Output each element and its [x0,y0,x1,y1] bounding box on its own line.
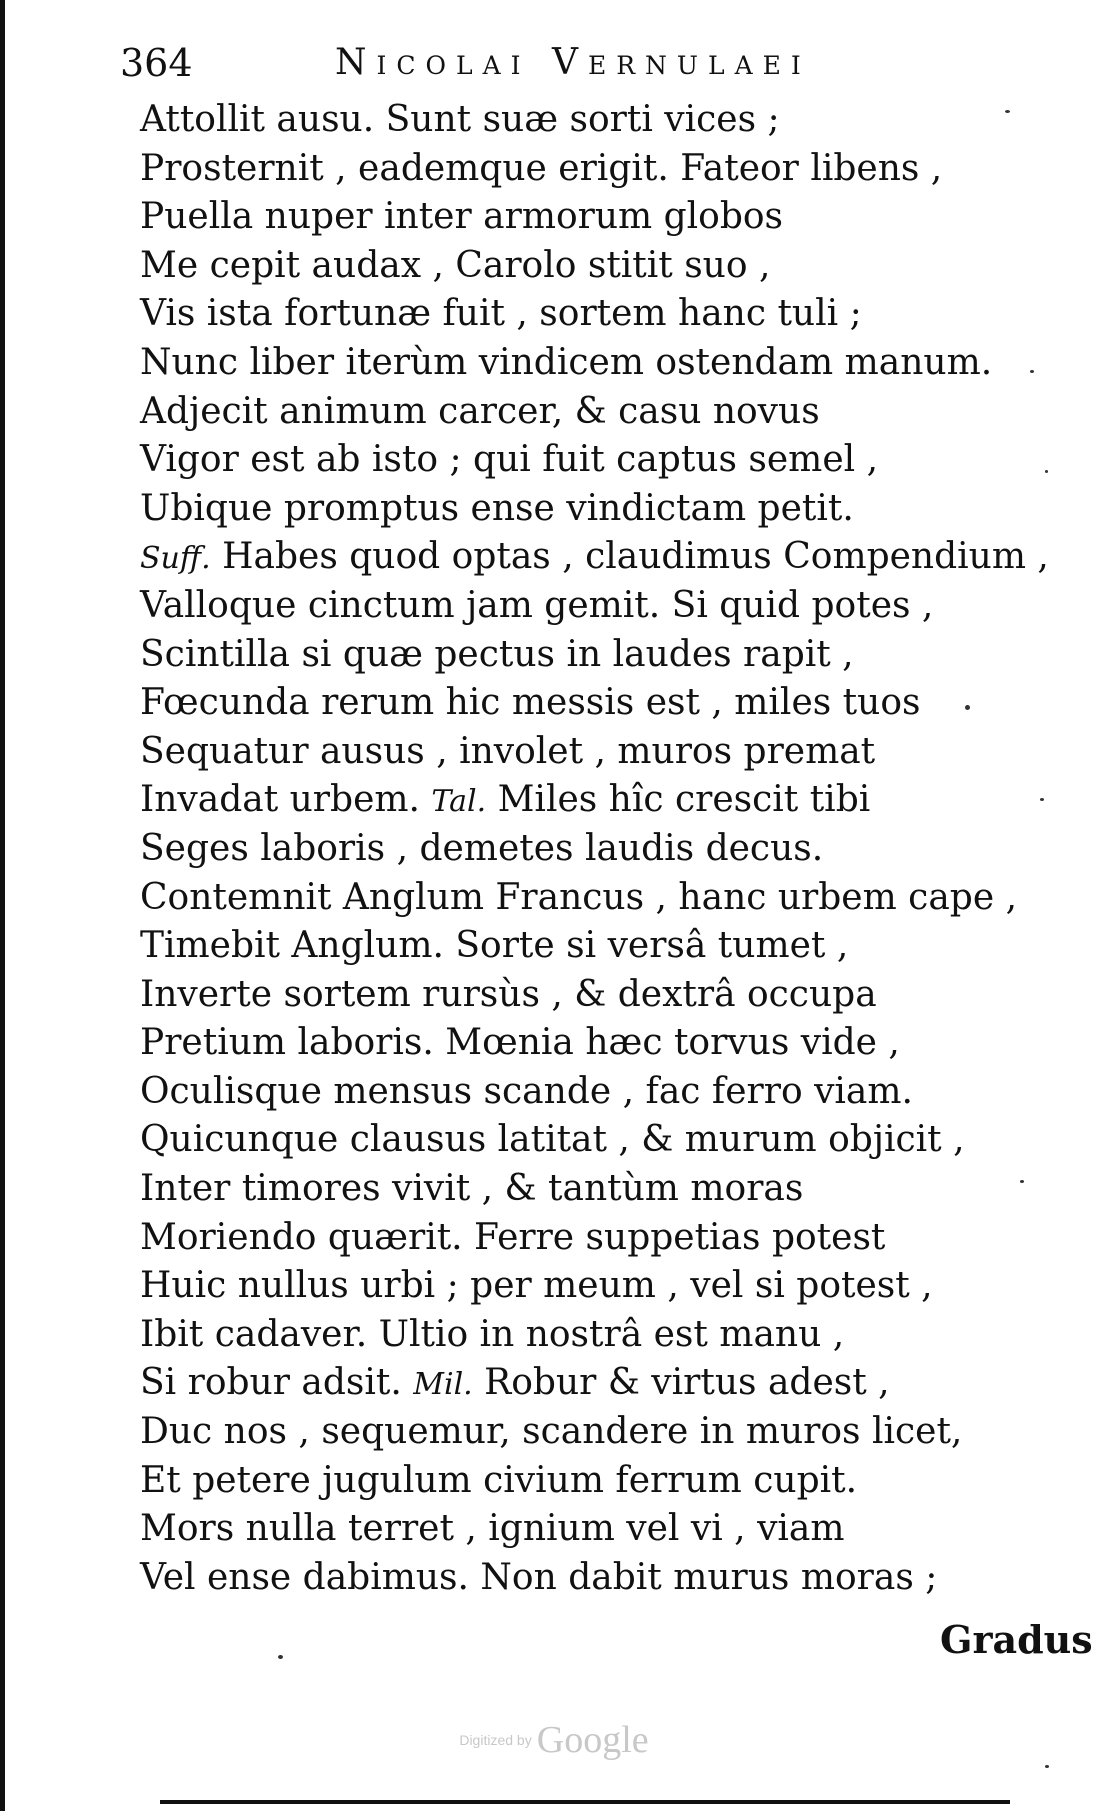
verse-line-text: Huic nullus urbi ; per meum , vel si potest , [140,1265,933,1307]
verse-line-text: Nunc liber iterùm vindicem ostendam manum. [140,341,993,383]
verse-line-text: Quicunque clausus latitat , & murum objicit , [140,1119,965,1161]
verse-line-text: Inter timores vivit , & tantùm moras [140,1168,804,1210]
verse-line-text: Timebit Anglum. Sorte si versâ tumet , [140,925,849,967]
verse-line-text: Ubique promptus ense vindictam petit. [140,487,854,529]
verse-line-text: Vis ista fortunæ fuit , sortem hanc tuli ; [140,293,862,335]
verse-line-text: Contemnit Anglum Francus , hanc urbem cape , [140,876,1018,918]
verse-body [140,96,1080,1602]
verse-line-text: Invadat urbem. [140,779,420,821]
page-edge-shadow [0,0,5,1811]
ink-speck [1030,370,1034,373]
verse-line [140,582,1080,631]
verse-line [140,1408,1080,1457]
verse-line [140,728,1080,777]
verse-line-text: Fœcunda rerum hic messis est , miles tuos [140,682,921,724]
verse-line [140,242,1080,291]
verse-line-text: Me cepit audax , Carolo stitit suo , [140,244,771,286]
ink-speck [1005,110,1010,113]
digitization-watermark [0,1718,1108,1762]
verse-line [140,1311,1080,1360]
speaker-label: Suff. [140,541,211,577]
running-head: Nicolai Vernulaei [335,42,811,83]
verse-line [140,388,1080,437]
catchword: Gradus [940,1617,1093,1662]
verse-line [140,825,1080,874]
verse-line [140,971,1080,1020]
verse-line-text: Pretium laboris. Mœnia hæc torvus vide , [140,1022,900,1064]
verse-line-text: Moriendo quærit. Ferre suppetias potest [140,1216,886,1258]
verse-line [140,96,1080,145]
verse-line-text: Sequatur ausus , involet , muros premat [140,730,876,772]
verse-line [140,1019,1080,1068]
ink-speck [1045,1765,1049,1768]
verse-line-text: Inverte sortem rursùs , & dextrâ occupa [140,973,877,1015]
speaker-label: Mil. [413,1367,473,1403]
verse-line [140,1262,1080,1311]
verse-line-text: Ibit cadaver. Ultio in nostrâ est manu , [140,1313,845,1355]
verse-line [140,436,1080,485]
verse-line [140,1359,1080,1408]
verse-line-text: Vel ense dabimus. Non dabit murus moras ; [140,1556,938,1598]
verse-line [140,1505,1080,1554]
ink-speck [278,1655,283,1659]
verse-line [140,874,1080,923]
verse-line [140,1165,1080,1214]
verse-line-text: Miles hîc crescit tibi [497,779,871,821]
verse-line-text: Duc nos , sequemur, scandere in muros licet, [140,1411,963,1453]
verse-line-text: Adjecit animum carcer, & casu novus [140,390,820,432]
verse-line-text: Prosternit , eademque erigit. Fateor libens , [140,147,943,189]
page-number: 364 [120,41,193,85]
verse-line [140,922,1080,971]
ink-speck [1040,798,1044,801]
verse-line [140,533,1080,582]
verse-line [140,485,1080,534]
verse-line-text: Vigor est ab isto ; qui fuit captus semel , [140,439,879,481]
ink-speck [965,705,970,710]
verse-line-text: Habes quod optas , claudimus Compendium , [222,536,1049,578]
digitized-label: Digitized by [459,1732,532,1748]
ink-speck [1045,470,1048,473]
verse-line [140,1068,1080,1117]
verse-line-text: Robur & virtus adest , [484,1362,890,1404]
verse-line [140,631,1080,680]
verse-line [140,776,1080,825]
verse-line-text: Puella nuper inter armorum globos [140,196,784,238]
verse-line-text: Scintilla si quæ pectus in laudes rapit , [140,633,854,675]
digitized-brand: Google [536,1719,649,1761]
verse-line-text: Mors nulla terret , ignium vel vi , viam [140,1508,845,1550]
verse-line-text: Attollit ausu. Sunt suæ sorti vices ; [140,99,780,140]
verse-line-text: Seges laboris , demetes laudis decus. [140,827,824,869]
speaker-label: Tal. [431,784,487,820]
verse-line [140,1554,1080,1603]
verse-line [140,1457,1080,1506]
verse-line [140,290,1080,339]
verse-line [140,1214,1080,1263]
verse-line-text: Oculisque mensus scande , fac ferro viam. [140,1070,913,1112]
verse-line [140,339,1080,388]
verse-line-text: Valloque cinctum jam gemit. Si quid potes , [140,584,934,626]
verse-line [140,193,1080,242]
verse-line [140,1116,1080,1165]
verse-line-text: Et petere jugulum civium ferrum cupit. [140,1459,858,1501]
verse-line [140,679,1080,728]
page-bottom-edge [160,1800,1010,1804]
ink-speck [1020,1180,1024,1183]
verse-line-text: Si robur adsit. [140,1362,402,1404]
page-header [120,38,1020,88]
verse-line [140,145,1080,194]
